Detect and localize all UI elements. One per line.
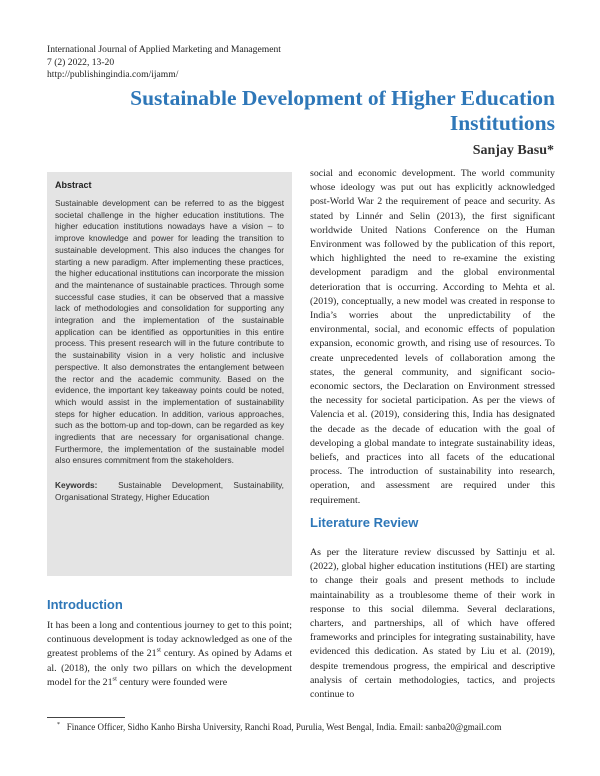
footnote [57,722,501,732]
footnote-text: Finance Officer, Sidho Kanho Birsha University, Ranchi Road, Purulia, West Bengal, India. Email: sanba20@gmail.com [66,722,502,732]
keywords-label: Keywords: [55,480,98,491]
abstract-box [47,172,292,576]
abstract-text: Sustainable development can be referred to as the biggest societal challenge in the higher education institutions. The higher education institutions nowadays have a vision – to improve knowledge and power for leading the transition to sustainable development. This also induces the changes for starting a new paradigm. After implementing these practices, the higher educational institutions can incorporate the mission and the maintenance of sustainable practices. Through some successful case studies, it can be observed that a massive lack of methodologies and consolidation for supporting any integration and the implementation of the sustainable application can be identified as opportunities in this entire process. This present research will in the future contribute to the sustainability vision in a very holistic and inclusive perspective. It also demonstrates the entanglement between the rector and the academic community. Based on the evidence, the important key takeaway points could be noted, which would assist in the implementation of sustainability steps for higher education. In addition, various approaches, such as the bottom-up and top-down, can be regarded as key ingredients that are necessary for organisational change. Furthermore, the implementation of the sustainable model also ensures commitment from the stakeholders. [55,198,284,466]
footnote-rule [47,717,125,718]
literature-review-heading: Literature Review [310,515,419,530]
journal-name: International Journal of Applied Marketing and Management [47,44,281,55]
paper-title: Sustainable Development of Higher Education Institutions [130,86,555,135]
right-column-paragraph-1: social and economic development. The world community whose ideology was put out has explicitly acknowledged post-World War 2 the requirement of peace and security. As stated by Linnér and Selin (2013), the first significant worldwide United Nations Conference on the Human Environment was followed by the publication of this report, which highlighted the need to re-examine the existing development paradigm and the global environmental deterioration that is occurring. According to Mehta et al. (2019), conceptually, a new model was created in response to India’s worries about the unpredictability of the environmental, social, and economic effects of population expansion, economic growth, and rising use of resources. To create unprecedented levels of collaboration among the states, the general community, and significant socio-economic sectors, the Declaration on Environment stressed the necessity for societal participation. As per the views of Valencia et al. (2019), considering this, India has designated the decade as the decade of education with the goal of developing a global mandate to integrate sustainability ideas, beliefs, and practices into all facets of the educational process. The introduction of sustainability into research, operation, and assessment are required under this requirement. [310,168,555,506]
author-name: Sanjay Basu* [472,143,554,158]
footnote-marker: * [57,722,60,728]
journal-url[interactable]: http://publishingindia.com/ijamm/ [47,69,179,81]
introduction-body: It has been a long and contentious journey to get to this point; continuous development is today acknowledged as one of the greatest problems of the 21st century. As opined by Adams et al. (2018), the only two pillars on which the development model for the 21st century were founded were [47,620,292,688]
abstract-heading: Abstract [55,180,92,190]
right-column-paragraph-2: As per the literature review discussed by Sattinju et al. (2022), global higher education institutions (HEI) are starting to change their goals and present methods to include maintainability as a troublesome theme of their work in response to this social dilemma. Several declarations, charters, and partnerships, all of which have offered frameworks and principles for integrating sustainability, have evidenced this dedication. As stated by Liu et al. (2019), despite tremendous progress, the empirical and descriptive analysis of certain methodologies, tactics, and projects continue to [310,547,555,701]
journal-header [47,44,281,82]
introduction-heading: Introduction [47,597,123,612]
keywords-list: Sustainable Development, Sustainability, Organisational Strategy, Higher Education [55,480,284,502]
keywords [55,480,284,503]
journal-issue: 7 (2) 2022, 13-20 [47,56,115,68]
